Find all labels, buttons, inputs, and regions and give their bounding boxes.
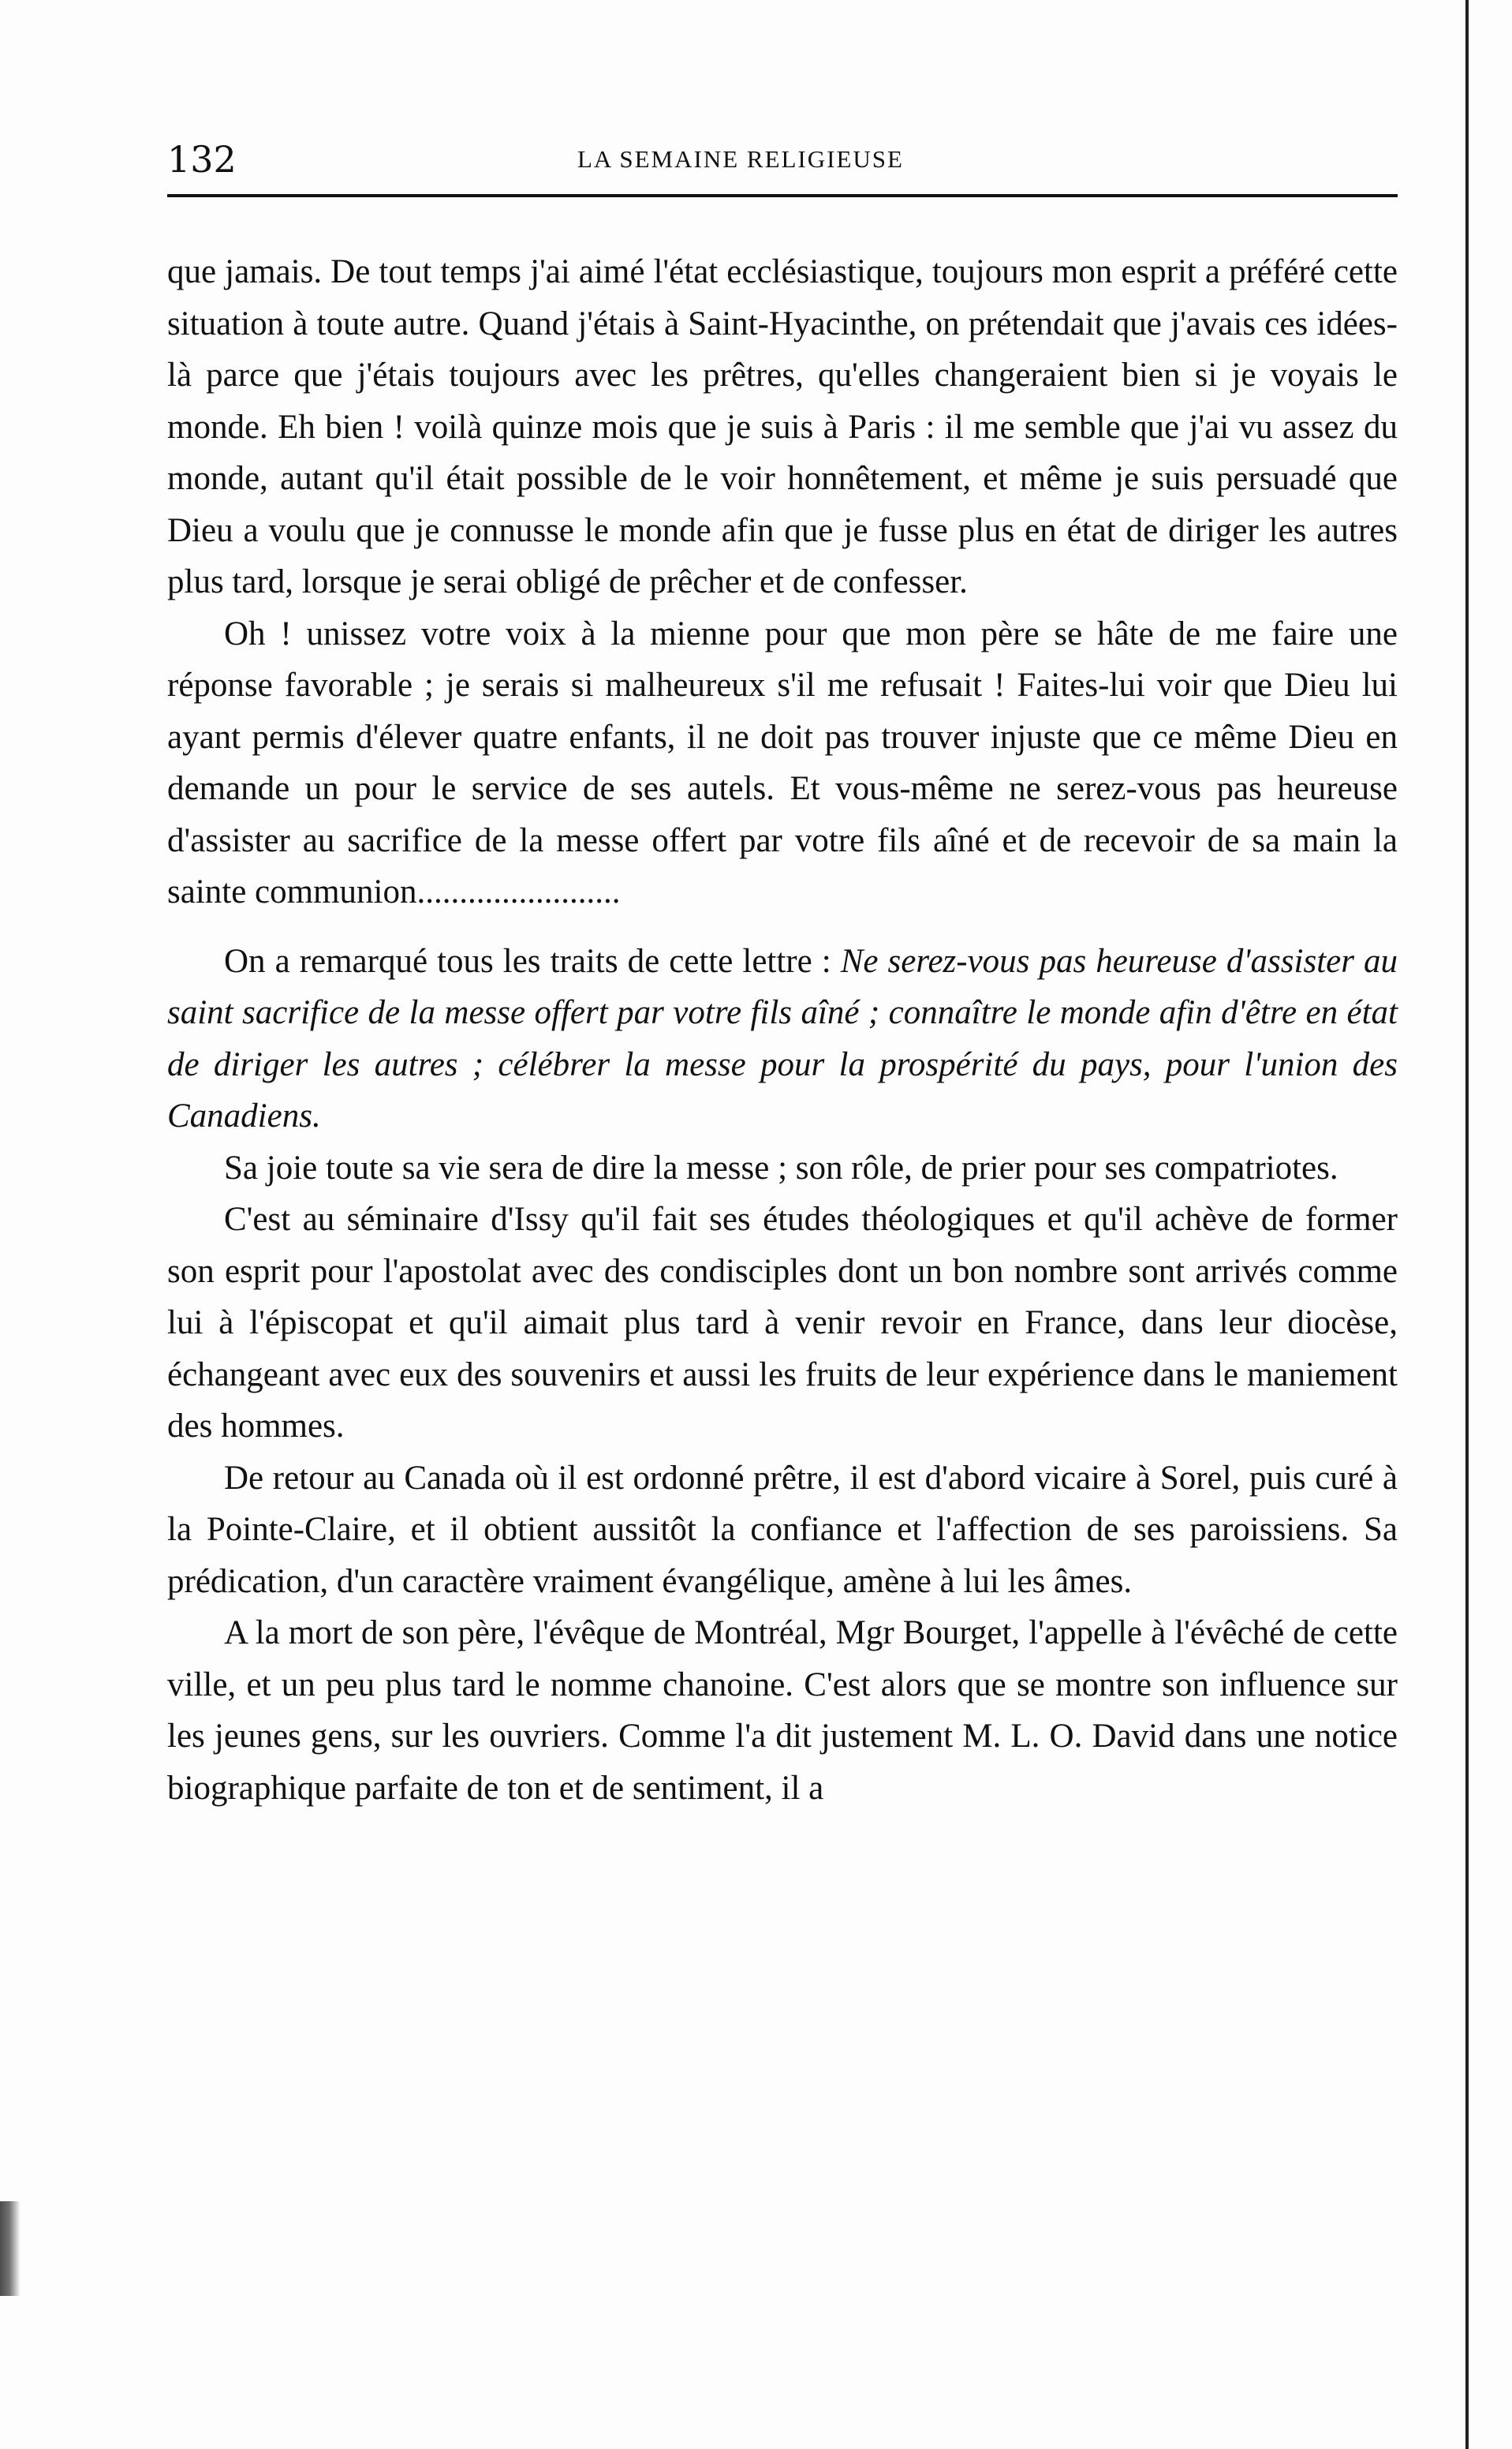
header-rule [167,194,1398,197]
paragraph-2: Oh ! unissez votre voix à la mienne pour que mon père se hâte de me faire une réponse favorable ; je serais si malheureux s'il me refusait ! Faites-lui voir que Dieu lui ayant permis d'élever quatre enfants, il ne doit pas trouver injuste que ce même Dieu en demande un pour le service de ses autels. Et vous-même ne serez-vous pas heureuse d'assister au sacrifice de la messe offert par votre fils aîné et de recevoir de sa main la sainte communion........................ [167,615,1398,910]
running-head: LA SEMAINE RELIGIEUSE [577,145,904,173]
paragraph-1: que jamais. De tout temps j'ai aimé l'état ecclésiastique, toujours mon esprit a préféré cette situation à toute autre. Quand j'étais à Saint-Hyacinthe, on prétendait que j'avais ces idées-là parce que j'étais toujours avec les prêtres, qu'elles changeraient bien si je voyais le monde. Eh bien ! voilà quinze mois que je suis à Paris : il me semble que j'ai vu assez du monde, autant qu'il était possible de le voir honnêtement, et même je suis persuadé que Dieu a voulu que je connusse le monde afin que je fusse plus en état de diriger les autres plus tard, lorsque je serai obligé de prêcher et de confesser. [167,253,1398,600]
paragraph-6: De retour au Canada où il est ordonné prêtre, il est d'abord vicaire à Sorel, puis curé à la Pointe-Claire, et il obtient aussitôt la confiance et l'affection de ses paroissiens. Sa prédication, d'un caractère vraiment évangélique, amène à lui les âmes. [167,1459,1398,1600]
paragraph-5: C'est au séminaire d'Issy qu'il fait ses études théologiques et qu'il achève de former son esprit pour l'apostolat avec des condisciples dont un bon nombre sont arrivés comme lui à l'épiscopat et qu'il aimait plus tard à venir revoir en France, dans leur diocèse, échangeant avec eux des souvenirs et aussi les fruits de leur expérience dans le maniement des hommes. [167,1201,1398,1445]
page-edge-line [1465,0,1469,2449]
paragraph-3 [167,936,1398,1142]
paragraph-4: Sa joie toute sa vie sera de dire la messe ; son rôle, de prier pour ses compatriotes. [224,1149,1338,1187]
body-text [167,246,1398,1814]
paragraph-3-lead: On a remarqué tous les traits de cette lettre : [224,942,841,980]
page-number: 132 [167,138,237,181]
scan-margin-mark [0,2201,21,2296]
page-header [167,137,1398,193]
paragraph-3-quote: Ne serez-vous pas heureuse d'assister au saint sacrifice de la messe offert par votre fils aîné ; connaître le monde afin d'être en état de diriger les autres ; célébrer la messe pour la prospérité du pays, pour l'union des Canadiens. [167,942,1398,1135]
paragraph-7: A la mort de son père, l'évêque de Montréal, Mgr Bourget, l'appelle à l'évêché de cette ville, et un peu plus tard le nomme chanoine. C'est alors que se montre son influence sur les jeunes gens, sur les ouvriers. Comme l'a dit justement M. L. O. David dans une notice biographique parfaite de ton et de sentiment, il a [167,1614,1398,1807]
